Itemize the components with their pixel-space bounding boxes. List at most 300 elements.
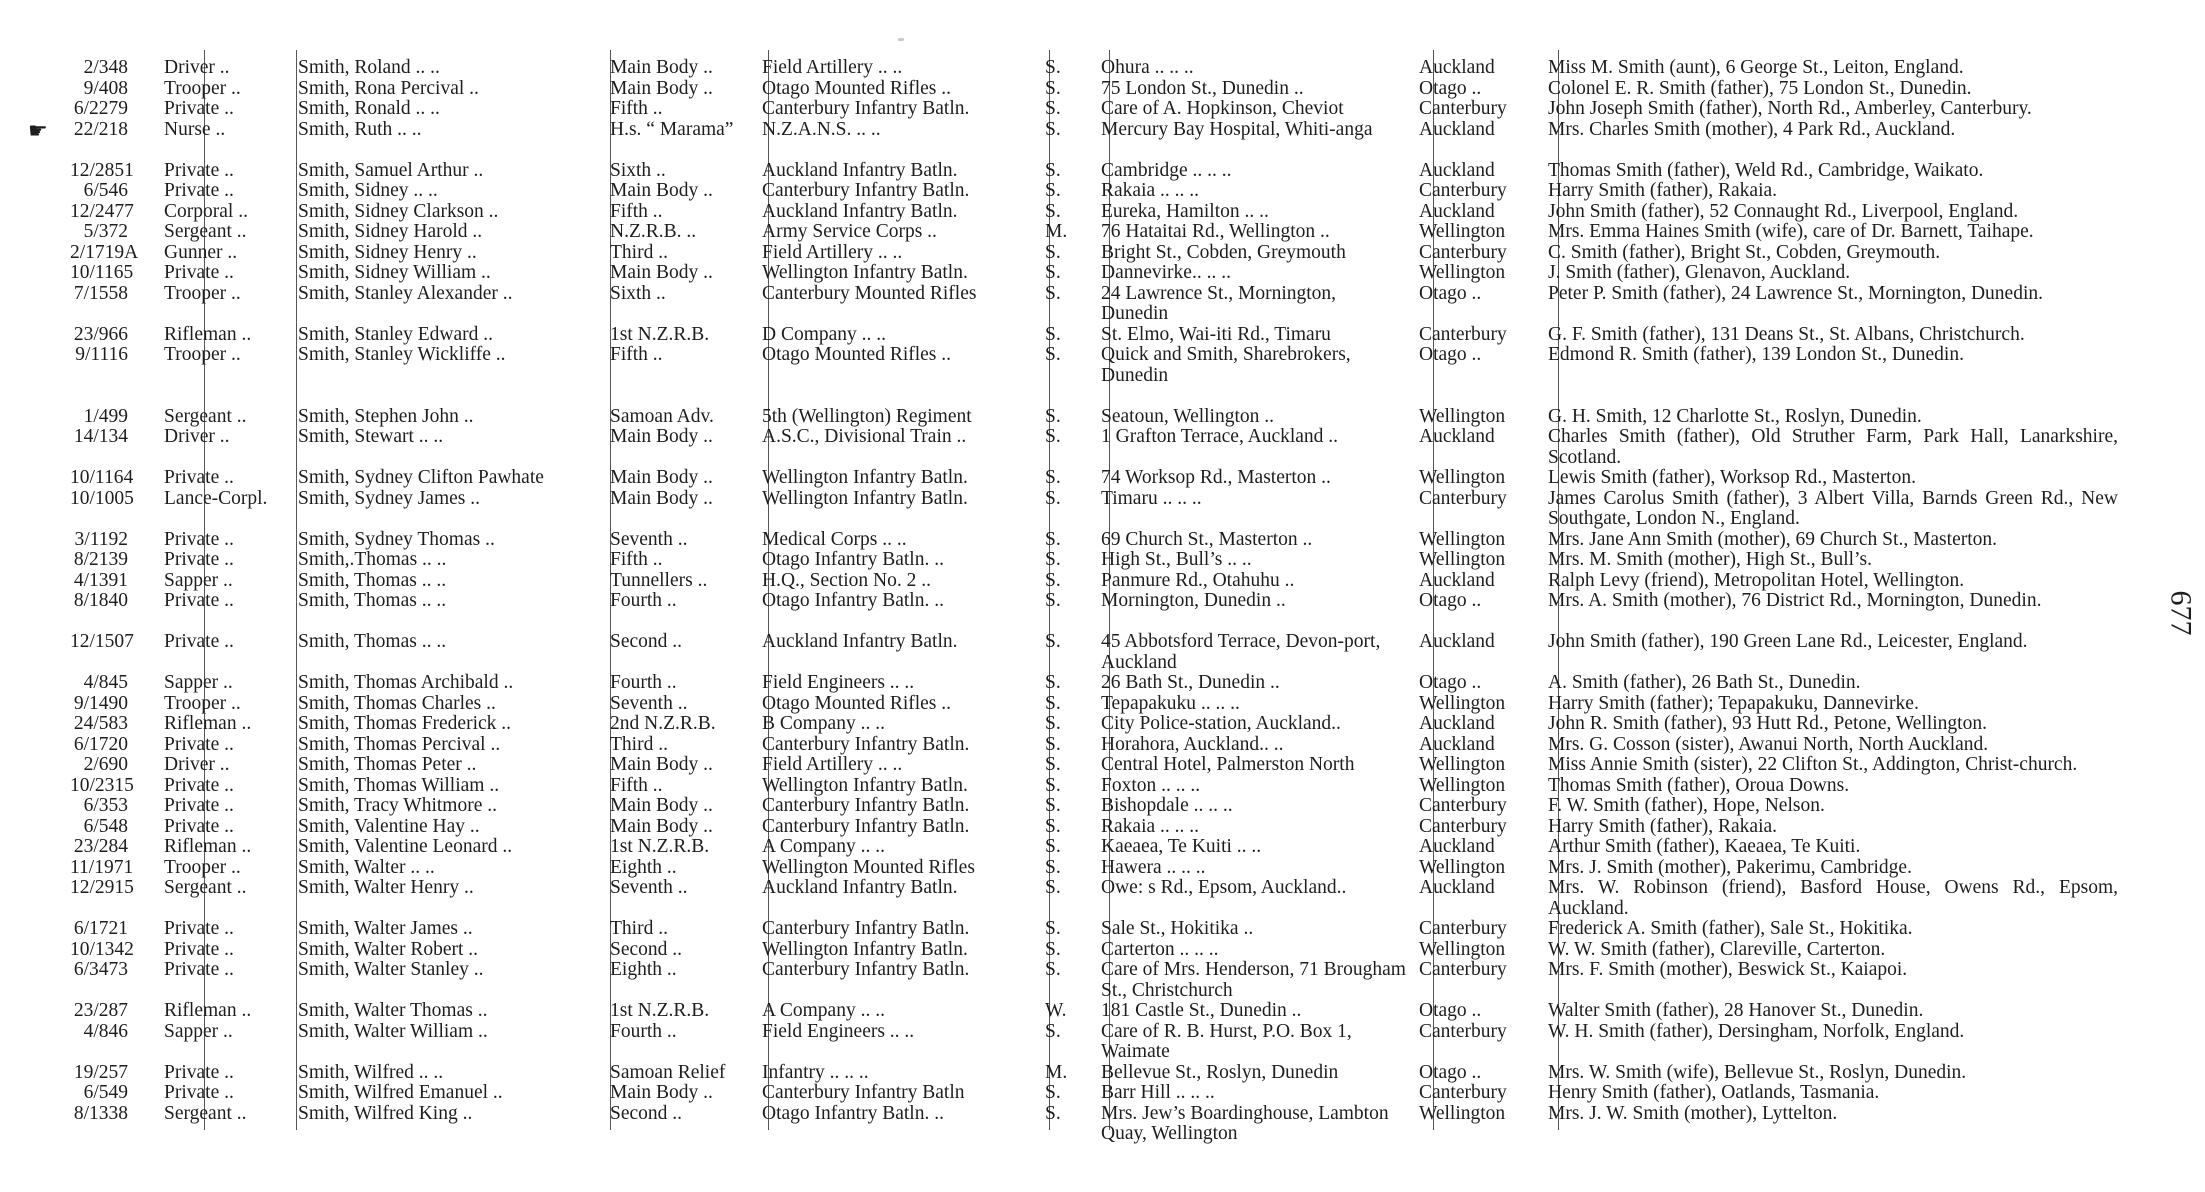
rank: Private ..: [164, 1082, 234, 1103]
last-address: Bellevue St., Roslyn, Dunedin: [1101, 1061, 1339, 1083]
table-row: [70, 673, 2130, 694]
table-row: [70, 837, 2130, 858]
district: Wellington: [1419, 938, 1506, 960]
next-of-kin: Colonel E. R. Smith (father), 75 London St., Dunedin.: [1548, 77, 1972, 99]
draft: Fifth ..: [610, 774, 663, 796]
last-address: Kaeaea, Te Kuiti .. ..: [1101, 836, 1262, 857]
district: Wellington: [1419, 856, 1506, 878]
regimental-number: 10/2315: [70, 774, 134, 796]
marital-status: S.: [1045, 180, 1061, 201]
next-of-kin: F. W. Smith (father), Hope, Nelson.: [1548, 795, 1825, 816]
table-row: [70, 714, 2130, 735]
marital-status: S.: [1045, 426, 1061, 447]
soldier-name: Smith, Rona Percival ..: [298, 77, 479, 99]
marital-status: S.: [1045, 754, 1061, 775]
regimental-number: 9/1490: [73, 692, 128, 714]
district: Canterbury: [1419, 98, 1507, 119]
unit: A Company .. ..: [762, 1000, 885, 1021]
marital-status: S.: [1045, 713, 1061, 734]
last-address: Mercury Bay Hospital, Whiti-anga: [1101, 118, 1373, 140]
next-of-kin: Edmond R. Smith (father), 139 London St., Dunedin.: [1548, 344, 1964, 365]
table-row: [70, 1001, 2130, 1022]
unit: Otago Infantry Batln. ..: [762, 1102, 944, 1124]
last-address: Dannevirke.. .. ..: [1101, 262, 1231, 283]
next-of-kin: Arthur Smith (father), Kaeaea, Te Kuiti.: [1548, 836, 1861, 857]
marital-status: S.: [1045, 1102, 1061, 1124]
last-address: 75 London St., Dunedin ..: [1101, 77, 1304, 99]
next-of-kin: Miss M. Smith (aunt), 6 George St., Leiton, England.: [1548, 57, 1964, 78]
draft: Second ..: [610, 1102, 683, 1124]
marital-status: S.: [1045, 241, 1061, 263]
marital-status: M.: [1045, 1061, 1068, 1083]
district: Otago ..: [1419, 590, 1482, 611]
soldier-name: Smith, Walter Robert ..: [298, 938, 479, 960]
rank: Private ..: [164, 98, 234, 119]
soldier-name: Smith, Thomas .. ..: [298, 590, 447, 611]
table-row: [70, 120, 2130, 141]
last-address: Bright St., Cobden, Greymouth: [1101, 241, 1346, 263]
draft: Third ..: [610, 733, 668, 755]
district: Auckland: [1419, 569, 1495, 591]
last-address: Eureka, Hamilton .. ..: [1101, 200, 1269, 222]
district: Canterbury: [1419, 487, 1507, 509]
regimental-number: 6/549: [83, 1082, 128, 1103]
table-row: [70, 571, 2130, 592]
marital-status: W.: [1045, 1000, 1067, 1021]
unit: Canterbury Infantry Batln.: [762, 918, 970, 939]
marital-status: S.: [1045, 918, 1061, 939]
soldier-name: Smith, Sidney Clarkson ..: [298, 200, 499, 222]
unit: Canterbury Infantry Batln.: [762, 795, 970, 816]
marital-status: S.: [1045, 672, 1061, 693]
soldier-name: Smith, Valentine Leonard ..: [298, 836, 513, 857]
unit: Auckland Infantry Batln.: [762, 631, 958, 652]
soldier-name: Smith, Roland .. ..: [298, 57, 440, 78]
rank: Rifleman ..: [164, 713, 252, 734]
marital-status: S.: [1045, 590, 1061, 611]
roll-table: [70, 58, 2130, 1145]
next-of-kin: C. Smith (father), Bright St., Cobden, Greymouth.: [1548, 241, 1941, 263]
district: Wellington: [1419, 754, 1506, 775]
rank: Sapper ..: [164, 672, 233, 693]
last-address: Mornington, Dunedin ..: [1101, 590, 1286, 611]
regimental-number: 6/1720: [73, 733, 128, 755]
draft: Second ..: [610, 631, 683, 652]
marital-status: S.: [1045, 795, 1061, 816]
unit: Wellington Mounted Rifles: [762, 856, 975, 878]
next-of-kin: Walter Smith (father), 28 Hanover St., Dunedin.: [1548, 1000, 1924, 1021]
unit: Wellington Infantry Batln.: [762, 938, 968, 960]
marital-status: S.: [1045, 877, 1061, 898]
draft: Eighth ..: [610, 959, 677, 980]
regimental-number: 10/1005: [70, 487, 134, 509]
draft: Fourth ..: [610, 1020, 677, 1042]
draft: 1st N.Z.R.B.: [610, 1000, 710, 1021]
table-row: [70, 1083, 2130, 1104]
rank: Sapper ..: [164, 569, 233, 591]
next-of-kin: James Carolus Smith (father), 3 Albert Villa, Barnds Green Rd., New Southgate, London N., England.: [1548, 487, 2118, 529]
table-row: [70, 468, 2130, 489]
regimental-number: 7/1558: [73, 282, 128, 304]
rank: Private ..: [164, 733, 234, 755]
last-address: Tepapakuku .. .. ..: [1101, 692, 1240, 714]
next-of-kin: A. Smith (father), 26 Bath St., Dunedin.: [1548, 672, 1861, 693]
marital-status: S.: [1045, 528, 1061, 550]
district: Canterbury: [1419, 815, 1507, 837]
unit: Wellington Infantry Batln.: [762, 467, 968, 488]
district: Otago ..: [1419, 1000, 1482, 1021]
regimental-number: 9/1116: [75, 344, 128, 365]
table-row: [70, 776, 2130, 797]
next-of-kin: Mrs. F. Smith (mother), Beswick St., Kaiapoi.: [1548, 959, 1908, 980]
rank: Private ..: [164, 467, 234, 488]
soldier-name: Smith, Sidney Henry ..: [298, 241, 477, 263]
marital-status: S.: [1045, 323, 1061, 345]
marital-status: S.: [1045, 282, 1061, 304]
draft: Samoan Relief: [610, 1061, 726, 1083]
rank: Rifleman ..: [164, 1000, 252, 1021]
regimental-number: 3/1192: [74, 528, 128, 550]
table-row: [70, 591, 2130, 612]
next-of-kin: Mrs. Jane Ann Smith (mother), 69 Church St., Masterton.: [1548, 528, 1998, 550]
draft: Sixth ..: [610, 282, 666, 304]
regimental-number: 2/348: [83, 57, 128, 78]
soldier-name: Smith, Walter .. ..: [298, 856, 435, 878]
draft: Main Body ..: [610, 467, 713, 488]
pointing-hand-icon: ☛: [28, 118, 48, 143]
district: Wellington: [1419, 528, 1506, 550]
soldier-name: Smith, Stanley Edward ..: [298, 323, 493, 345]
marital-status: S.: [1045, 57, 1061, 78]
regimental-number: 6/3473: [73, 959, 128, 980]
rank: Private ..: [164, 918, 234, 939]
regimental-number: 14/134: [73, 426, 128, 447]
next-of-kin: W. W. Smith (father), Clareville, Carterton.: [1548, 938, 1886, 960]
regimental-number: 4/846: [83, 1020, 128, 1042]
regimental-number: 12/2477: [70, 200, 134, 222]
table-row: [70, 960, 2130, 1001]
soldier-name: Smith, Walter Henry ..: [298, 877, 474, 898]
table-row: [70, 858, 2130, 879]
marital-status: S.: [1045, 856, 1061, 878]
next-of-kin: Mrs. A. Smith (mother), 76 District Rd., Mornington, Dunedin.: [1548, 590, 2042, 611]
regimental-number: 8/1840: [73, 590, 128, 611]
unit: Otago Mounted Rifles ..: [762, 344, 952, 365]
regimental-number: 23/284: [73, 836, 128, 857]
regimental-number: 6/548: [83, 815, 128, 837]
draft: 1st N.Z.R.B.: [610, 836, 710, 857]
table-row: [70, 161, 2130, 182]
last-address: Central Hotel, Palmerston North: [1101, 754, 1355, 775]
table-row: [70, 632, 2130, 673]
marital-status: S.: [1045, 405, 1061, 427]
marital-status: S.: [1045, 344, 1061, 365]
rank: Sergeant ..: [164, 877, 247, 898]
soldier-name: Smith, Thomas .. ..: [298, 631, 447, 652]
soldier-name: Smith, Sidney .. ..: [298, 180, 438, 201]
last-address: 24 Lawrence St., Mornington, Dunedin: [1101, 282, 1337, 324]
next-of-kin: John Smith (father), 190 Green Lane Rd., Leicester, England.: [1548, 631, 2028, 652]
regimental-number: 5/372: [83, 221, 128, 242]
last-address: Care of Mrs. Henderson, 71 Brougham St., Christchurch: [1101, 959, 1406, 1001]
draft: Main Body ..: [610, 487, 713, 509]
unit: Field Artillery .. ..: [762, 57, 903, 78]
last-address: Mrs. Jew’s Boardinghouse, Lambton Quay, Wellington: [1101, 1102, 1389, 1144]
marital-status: S.: [1045, 467, 1061, 488]
next-of-kin: Mrs. Emma Haines Smith (wife), care of Dr. Barnett, Taihape.: [1548, 221, 2034, 242]
regimental-number: 4/845: [83, 672, 128, 693]
last-address: Ohura .. .. ..: [1101, 57, 1194, 78]
unit: Otago Mounted Rifles ..: [762, 77, 952, 99]
last-address: Timaru .. .. ..: [1101, 487, 1202, 509]
last-address: High St., Bull’s .. ..: [1101, 549, 1252, 570]
next-of-kin: Thomas Smith (father), Weld Rd., Cambridge, Waikato.: [1548, 159, 1984, 181]
soldier-name: Smith, Thomas Frederick ..: [298, 713, 512, 734]
draft: Fifth ..: [610, 344, 663, 365]
soldier-name: Smith, Walter Thomas ..: [298, 1000, 488, 1021]
soldier-name: Smith, Wilfred Emanuel ..: [298, 1082, 503, 1103]
last-address: Seatoun, Wellington ..: [1101, 405, 1275, 427]
draft: Main Body ..: [610, 262, 713, 283]
draft: N.Z.R.B. ..: [610, 221, 697, 242]
rank: Rifleman ..: [164, 836, 252, 857]
district: Auckland: [1419, 57, 1495, 78]
table-row: [70, 263, 2130, 284]
next-of-kin: Ralph Levy (friend), Metropolitan Hotel, Wellington.: [1548, 569, 1965, 591]
rank: Private ..: [164, 159, 234, 181]
page-number: 677: [2164, 590, 2198, 636]
table-row: [70, 99, 2130, 120]
district: Canterbury: [1419, 918, 1507, 939]
district: Otago ..: [1419, 77, 1482, 99]
unit: B Company .. ..: [762, 713, 885, 734]
draft: Fifth ..: [610, 200, 663, 222]
unit: Medical Corps .. ..: [762, 528, 907, 550]
rank: Trooper ..: [164, 692, 241, 714]
draft: Fourth ..: [610, 672, 677, 693]
table-row: [70, 345, 2130, 386]
unit: Canterbury Infantry Batln.: [762, 815, 970, 837]
next-of-kin: John R. Smith (father), 93 Hutt Rd., Petone, Wellington.: [1548, 713, 1987, 734]
rank: Rifleman ..: [164, 323, 252, 345]
scan-speck: [898, 38, 904, 41]
draft: Main Body ..: [610, 57, 713, 78]
rank: Sapper ..: [164, 1020, 233, 1042]
table-row: [70, 325, 2130, 346]
table-row: [70, 1022, 2130, 1063]
next-of-kin: Lewis Smith (father), Worksop Rd., Masterton.: [1548, 467, 1916, 488]
rank: Trooper ..: [164, 856, 241, 878]
rank: Private ..: [164, 774, 234, 796]
table-row: [70, 181, 2130, 202]
soldier-name: Smith, Wilfred King ..: [298, 1102, 473, 1124]
unit: Auckland Infantry Batln.: [762, 200, 958, 222]
district: Auckland: [1419, 631, 1495, 652]
soldier-name: Smith, Thomas Peter ..: [298, 754, 477, 775]
table-row: [70, 694, 2130, 715]
marital-status: S.: [1045, 118, 1061, 140]
draft: Seventh ..: [610, 528, 688, 550]
unit: Canterbury Infantry Batln: [762, 1082, 965, 1103]
next-of-kin: John Joseph Smith (father), North Rd., Amberley, Canterbury.: [1548, 98, 2032, 119]
last-address: Foxton .. .. ..: [1101, 774, 1201, 796]
last-address: Sale St., Hokitika ..: [1101, 918, 1254, 939]
marital-status: S.: [1045, 1082, 1061, 1103]
last-address: Horahora, Auckland.. ..: [1101, 733, 1284, 755]
next-of-kin: John Smith (father), 52 Connaught Rd., Liverpool, England.: [1548, 200, 2019, 222]
table-row: [70, 530, 2130, 551]
last-address: 45 Abbotsford Terrace, Devon-port, Auckland: [1101, 631, 1381, 673]
district: Auckland: [1419, 200, 1495, 222]
next-of-kin: Charles Smith (father), Old Struther Farm, Park Hall, Lanarkshire, Scotland.: [1548, 426, 2118, 468]
rank: Sergeant ..: [164, 1102, 247, 1124]
rank: Private ..: [164, 549, 234, 570]
unit: Canterbury Infantry Batln.: [762, 98, 970, 119]
district: Canterbury: [1419, 1082, 1507, 1103]
last-address: 1 Grafton Terrace, Auckland ..: [1101, 426, 1339, 447]
table-row: [70, 817, 2130, 838]
soldier-name: Smith, Sidney William ..: [298, 262, 491, 283]
soldier-name: Smith, Thomas .. ..: [298, 569, 447, 591]
next-of-kin: Henry Smith (father), Oatlands, Tasmania.: [1548, 1082, 1880, 1103]
unit: Wellington Infantry Batln.: [762, 487, 968, 509]
rank: Private ..: [164, 938, 234, 960]
draft: Third ..: [610, 918, 668, 939]
unit: Otago Mounted Rifles ..: [762, 692, 952, 714]
draft: Main Body ..: [610, 815, 713, 837]
soldier-name: Smith, Thomas Archibald ..: [298, 672, 514, 693]
marital-status: S.: [1045, 1020, 1061, 1042]
district: Wellington: [1419, 1102, 1506, 1124]
unit: Field Engineers .. ..: [762, 672, 915, 693]
soldier-name: Smith, Thomas William ..: [298, 774, 500, 796]
soldier-name: Smith, Sydney James ..: [298, 487, 481, 509]
last-address: 181 Castle St., Dunedin ..: [1101, 1000, 1302, 1021]
rank: Private ..: [164, 795, 234, 816]
district: Wellington: [1419, 262, 1506, 283]
soldier-name: Smith, Ronald .. ..: [298, 98, 440, 119]
soldier-name: Smith,.Thomas .. ..: [298, 549, 447, 570]
next-of-kin: Thomas Smith (father), Oroua Downs.: [1548, 774, 1850, 796]
rank: Private ..: [164, 959, 234, 980]
draft: Main Body ..: [610, 426, 713, 447]
last-address: Bishopdale .. .. ..: [1101, 795, 1233, 816]
district: Otago ..: [1419, 672, 1482, 693]
draft: Main Body ..: [610, 1082, 713, 1103]
draft: Seventh ..: [610, 877, 688, 898]
marital-status: S.: [1045, 815, 1061, 837]
regimental-number: 10/1164: [70, 467, 134, 488]
regimental-number: 2/1719A: [70, 241, 139, 263]
unit: Canterbury Mounted Rifles: [762, 282, 977, 304]
table-row: [70, 79, 2130, 100]
next-of-kin: Harry Smith (father); Tepapakuku, Dannevirke.: [1548, 692, 1919, 714]
draft: Fourth ..: [610, 590, 677, 611]
soldier-name: Smith, Sidney Harold ..: [298, 221, 483, 242]
regimental-number: 6/1721: [73, 918, 128, 939]
table-row: [70, 796, 2130, 817]
regimental-number: 6/2279: [73, 98, 128, 119]
district: Canterbury: [1419, 1020, 1507, 1042]
regimental-number: 19/257: [73, 1061, 128, 1083]
marital-status: S.: [1045, 159, 1061, 181]
soldier-name: Smith, Ruth .. ..: [298, 118, 422, 140]
regimental-number: 12/1507: [70, 631, 134, 652]
district: Otago ..: [1419, 344, 1482, 365]
rank: Driver ..: [164, 57, 230, 78]
rank: Private ..: [164, 590, 234, 611]
district: Wellington: [1419, 692, 1506, 714]
unit: Canterbury Infantry Batln.: [762, 959, 970, 980]
district: Wellington: [1419, 405, 1506, 427]
draft: Seventh ..: [610, 692, 688, 714]
soldier-name: Smith, Sydney Thomas ..: [298, 528, 495, 550]
unit: Field Artillery .. ..: [762, 754, 903, 775]
draft: Third ..: [610, 241, 668, 263]
table-row: [70, 284, 2130, 325]
rank: Trooper ..: [164, 77, 241, 99]
next-of-kin: G. F. Smith (father), 131 Deans St., St. Albans, Christchurch.: [1548, 323, 2025, 345]
regimental-number: 4/1391: [73, 569, 128, 591]
marital-status: S.: [1045, 487, 1061, 509]
regimental-number: 23/966: [73, 323, 128, 345]
next-of-kin: J. Smith (father), Glenavon, Auckland.: [1548, 262, 1851, 283]
regimental-number: 6/353: [83, 795, 128, 816]
marital-status: S.: [1045, 959, 1061, 980]
last-address: Hawera .. .. ..: [1101, 856, 1206, 878]
unit: Field Artillery .. ..: [762, 241, 903, 263]
unit: D Company .. ..: [762, 323, 887, 345]
draft: 2nd N.Z.R.B.: [610, 713, 716, 734]
marital-status: S.: [1045, 836, 1061, 857]
marital-status: S.: [1045, 200, 1061, 222]
next-of-kin: Harry Smith (father), Rakaia.: [1548, 815, 1778, 837]
last-address: Carterton .. .. ..: [1101, 938, 1219, 960]
soldier-name: Smith, Stanley Wickliffe ..: [298, 344, 506, 365]
regimental-number: 12/2851: [70, 159, 134, 181]
marital-status: S.: [1045, 569, 1061, 591]
table-row: [70, 1104, 2130, 1145]
next-of-kin: Mrs. J. W. Smith (mother), Lyttelton.: [1548, 1102, 1838, 1124]
regimental-number: 22/218: [73, 118, 128, 140]
last-address: Care of R. B. Hurst, P.O. Box 1, Waimate: [1101, 1020, 1352, 1062]
regimental-number: 23/287: [73, 1000, 128, 1021]
next-of-kin: Frederick A. Smith (father), Sale St., Hokitika.: [1548, 918, 1913, 939]
table-row: [70, 940, 2130, 961]
rank: Private ..: [164, 631, 234, 652]
district: Canterbury: [1419, 959, 1507, 980]
unit: Army Service Corps ..: [762, 221, 937, 242]
draft: Second ..: [610, 938, 683, 960]
regimental-number: 11/1971: [70, 856, 134, 878]
soldier-name: Smith, Sydney Clifton Pawhate: [298, 467, 544, 488]
next-of-kin: Mrs. G. Cosson (sister), Awanui North, North Auckland.: [1548, 733, 1989, 755]
last-address: Owe: s Rd., Epsom, Auckland..: [1101, 877, 1347, 898]
regimental-number: 8/2139: [73, 549, 128, 570]
district: Canterbury: [1419, 323, 1507, 345]
table-row: [70, 1063, 2130, 1084]
soldier-name: Smith, Valentine Hay ..: [298, 815, 480, 837]
soldier-name: Smith, Stewart .. ..: [298, 426, 444, 447]
marital-status: S.: [1045, 262, 1061, 283]
last-address: Panmure Rd., Otahuhu ..: [1101, 569, 1295, 591]
unit: Infantry .. .. ..: [762, 1061, 869, 1083]
rank: Trooper ..: [164, 344, 241, 365]
last-address: Barr Hill .. .. ..: [1101, 1082, 1215, 1103]
table-row: [70, 755, 2130, 776]
draft: Main Body ..: [610, 795, 713, 816]
last-address: 76 Hataitai Rd., Wellington ..: [1101, 221, 1330, 242]
